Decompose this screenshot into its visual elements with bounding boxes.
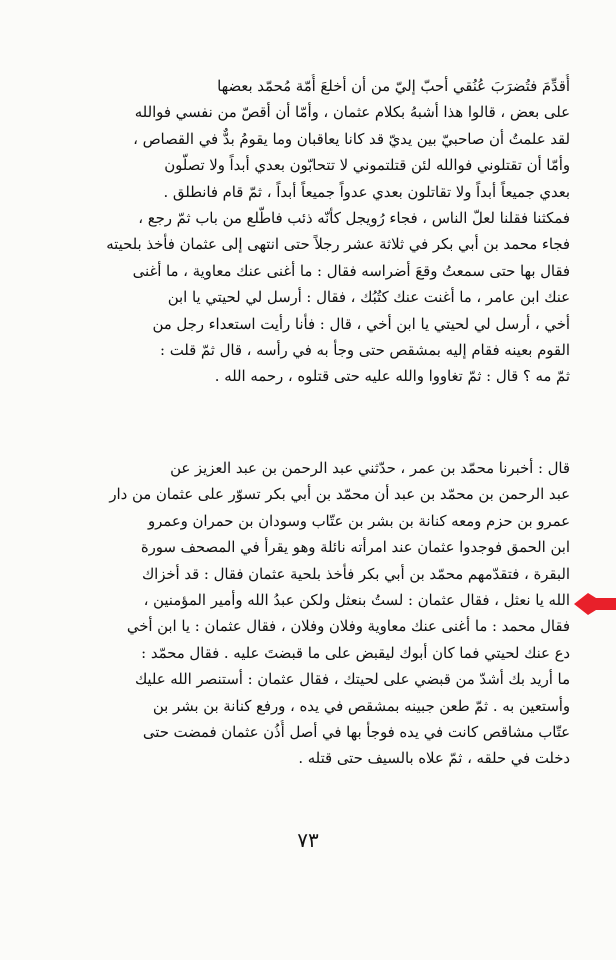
text-line: وأستعين به . ثمّ طعن جبينه بمشقص في يده ، ورفع كنانة بن بشر بن [152, 697, 570, 715]
paragraph-1 [22, 74, 570, 391]
text-line: فجاء محمد بن أبي بكر في ثلاثة عشر رجلاً حتى انتهى إلى عثمان فأخذ بلحيته [106, 236, 570, 254]
text-line: ابن الحمق فوجدوا عثمان عند امرأته نائلة وهو يقرأ في المصحف سورة [140, 539, 570, 557]
text-line: وأمّا أن تقتلوني فوالله لئن قتلتموني لا تتحابّون بعدي أبداً ولا تصلّون [164, 157, 570, 175]
red-arrow-marker-icon [574, 592, 616, 616]
text-line: ثمّ مه ؟ قال : ثمّ تغاووا والله عليه حتى قتلوه ، رحمه الله . [214, 368, 570, 386]
text-line: بعدي جميعاً أبداً ولا تقاتلون بعدي عدواً جميعاً أبداً ، ثمّ قام فانطلق . [163, 183, 570, 201]
text-line: فقال بها حتى سمعتُ وقعَ أضراسه فقال : ما أغنى عنك معاوية ، ما أغنى [132, 262, 570, 280]
page-number: ٧٣ [297, 828, 319, 852]
text-line: ما أريد بك أشدّ من قبضي على لحيتك ، فقال عثمان : أستنصر الله عليك [134, 671, 570, 689]
text-line: دخلت في حلقه ، ثمّ علاه بالسيف حتى قتله . [298, 750, 570, 768]
text-line: البقرة ، فتقدّمهم محمّد بن أبي بكر فأخذ بلحية عثمان فقال : قد أخزاك [141, 565, 570, 583]
text-line: الله يا نعثل ، فقال عثمان : لستُ بنعثل ولكن عبدُ الله وأمير المؤمنين ، [143, 591, 570, 609]
text-line: أُقدِّمَ فتُضرَبَ عُنُقي أحبّ إليّ من أن أخلعَ أُمّة مُحمّد بعضها [217, 78, 570, 95]
text-line: عنك ابن عامر ، ما أغنت عنك كتُبُك ، فقال : أرسل لي لحيتي يا ابن [167, 289, 570, 307]
text-line: عبد الرحمن بن محمّد بن عبد أن محمّد بن أبي بكر تسوّر على عثمان من دار [109, 486, 570, 504]
text-line: فمكثنا فقلنا لعلّ الناس ، فجاء رُويجل كأنّه ذئب فاطّلع من باب ثمّ رجع ، [138, 209, 570, 227]
text-line: فقال محمد : ما أغنى عنك معاوية وفلان وفلان ، فقال عثمان : يا ابن أخي [126, 618, 570, 636]
paragraph-2 [22, 456, 570, 773]
text-line: عمرو بن حزم ومعه كنانة بن بشر بن عتّاب وسودان بن حمران وعمرو [147, 512, 570, 530]
text-line: عتّاب مشاقص كانت في يده فوجأ بها في أصل أُذُن عثمان فمضت حتى [142, 723, 570, 741]
text-line: قال : أخبرنا محمّد بن عمر ، حدّثني عبد الرحمن بن عبد العزيز عن [170, 460, 570, 477]
text-line: أخي ، أرسل لي لحيتي يا ابن أخي ، قال : فأنا رأيت استعداء رجل من [152, 315, 570, 333]
text-line: دع عنك لحيتي فما كان أبوك ليقبض على ما قبضتَ عليه . فقال محمّد : [141, 644, 570, 662]
text-line: على بعض ، قالوا هذا أشبهُ بكلام عثمان ، وأمّا أن أقصّ من نفسي فوالله [134, 104, 570, 122]
text-line: القوم بعينه فقام إليه بمشقص حتى وجأ به في رأسه ، قال ثمّ قلت : [160, 341, 570, 359]
text-line: لقد علمتُ أن صاحبيّ بين يديّ قد كانا يعاقبان وما يقومُ بدٌّ في القصاص ، [133, 130, 570, 148]
